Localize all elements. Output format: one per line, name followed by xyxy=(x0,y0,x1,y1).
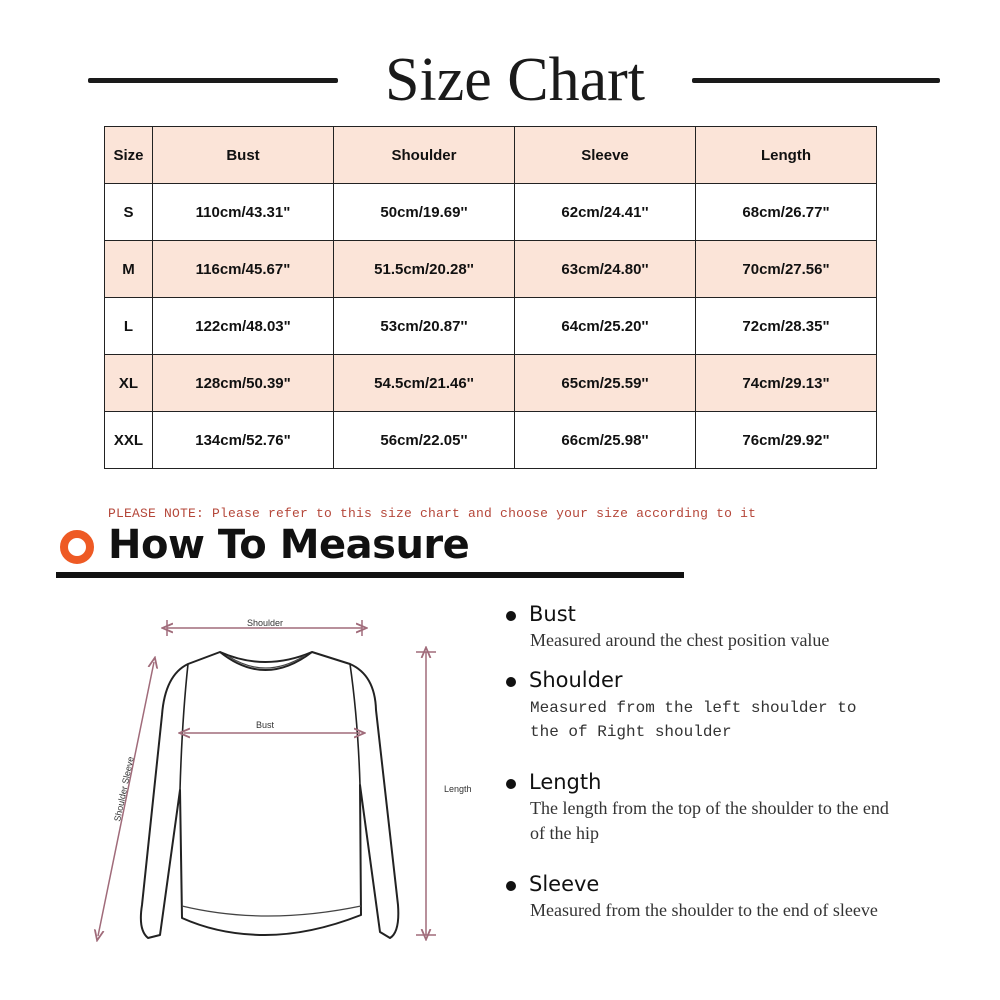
table-cell-length: 74cm/29.13" xyxy=(696,355,877,412)
column-header-shoulder: Shoulder xyxy=(334,127,515,184)
table-cell-length: 76cm/29.92" xyxy=(696,412,877,469)
table-row xyxy=(105,184,877,241)
table-cell-size: XXL xyxy=(105,412,153,469)
bullet-icon xyxy=(506,881,516,891)
measure-description: Measured from the left shoulder to the of Right shoulder xyxy=(530,699,857,741)
table-cell-size: XL xyxy=(105,355,153,412)
table-cell-length: 70cm/27.56" xyxy=(696,241,877,298)
table-cell-size: S xyxy=(105,184,153,241)
table-cell-length: 72cm/28.35" xyxy=(696,298,877,355)
how-to-measure-title: How To Measure xyxy=(108,522,470,568)
table-cell-shoulder: 54.5cm/21.46'' xyxy=(334,355,515,412)
measure-heading: Bust xyxy=(529,602,576,626)
measure-description: Measured around the chest position value xyxy=(530,630,830,650)
table-cell-bust: 134cm/52.76" xyxy=(153,412,334,469)
table-cell-bust: 110cm/43.31" xyxy=(153,184,334,241)
title-rule-left xyxy=(88,78,338,83)
size-chart-header xyxy=(0,40,1000,120)
table-cell-sleeve: 63cm/24.80'' xyxy=(515,241,696,298)
diagram-label-length: Length xyxy=(444,784,472,794)
diagram-label-shoulder: Shoulder xyxy=(246,618,284,628)
table-cell-size: L xyxy=(105,298,153,355)
table-cell-sleeve: 62cm/24.41'' xyxy=(515,184,696,241)
table-cell-bust: 122cm/48.03" xyxy=(153,298,334,355)
sweater-measurement-diagram xyxy=(70,600,490,960)
column-header-length: Length xyxy=(696,127,877,184)
table-cell-sleeve: 64cm/25.20'' xyxy=(515,298,696,355)
table-cell-shoulder: 53cm/20.87'' xyxy=(334,298,515,355)
bullet-icon xyxy=(506,611,516,621)
table-cell-shoulder: 50cm/19.69'' xyxy=(334,184,515,241)
how-to-measure-rule xyxy=(56,572,684,578)
bullet-icon xyxy=(506,779,516,789)
size-note: PLEASE NOTE: Please refer to this size chart and choose your size according to it xyxy=(108,506,757,521)
column-header-size: Size xyxy=(105,127,153,184)
sweater-outline-icon xyxy=(70,600,490,960)
table-row xyxy=(105,241,877,298)
bullet-icon xyxy=(506,677,516,687)
table-row xyxy=(105,412,877,469)
table-cell-shoulder: 56cm/22.05'' xyxy=(334,412,515,469)
table-header-row xyxy=(105,127,877,184)
size-table xyxy=(104,126,877,469)
table-cell-bust: 116cm/45.67" xyxy=(153,241,334,298)
table-cell-sleeve: 66cm/25.98'' xyxy=(515,412,696,469)
table-cell-shoulder: 51.5cm/20.28'' xyxy=(334,241,515,298)
table-cell-length: 68cm/26.77" xyxy=(696,184,877,241)
measure-description: The length from the top of the shoulder to the end of the hip xyxy=(530,798,889,843)
diagram-label-shoulder-sleeve: Shoulder Sleeve xyxy=(112,755,136,823)
page-title: Size Chart xyxy=(385,46,645,114)
measure-heading: Length xyxy=(529,770,602,794)
column-header-sleeve: Sleeve xyxy=(515,127,696,184)
title-rule-right xyxy=(692,78,940,83)
table-row xyxy=(105,298,877,355)
table-cell-bust: 128cm/50.39" xyxy=(153,355,334,412)
diagram-label-bust: Bust xyxy=(255,720,275,730)
column-header-bust: Bust xyxy=(153,127,334,184)
measure-description: Measured from the shoulder to the end of sleeve xyxy=(530,900,878,920)
table-cell-sleeve: 65cm/25.59'' xyxy=(515,355,696,412)
measure-heading: Sleeve xyxy=(529,872,600,896)
measure-heading: Shoulder xyxy=(529,668,623,692)
orange-ring-icon xyxy=(60,530,94,564)
table-row xyxy=(105,355,877,412)
table-cell-size: M xyxy=(105,241,153,298)
